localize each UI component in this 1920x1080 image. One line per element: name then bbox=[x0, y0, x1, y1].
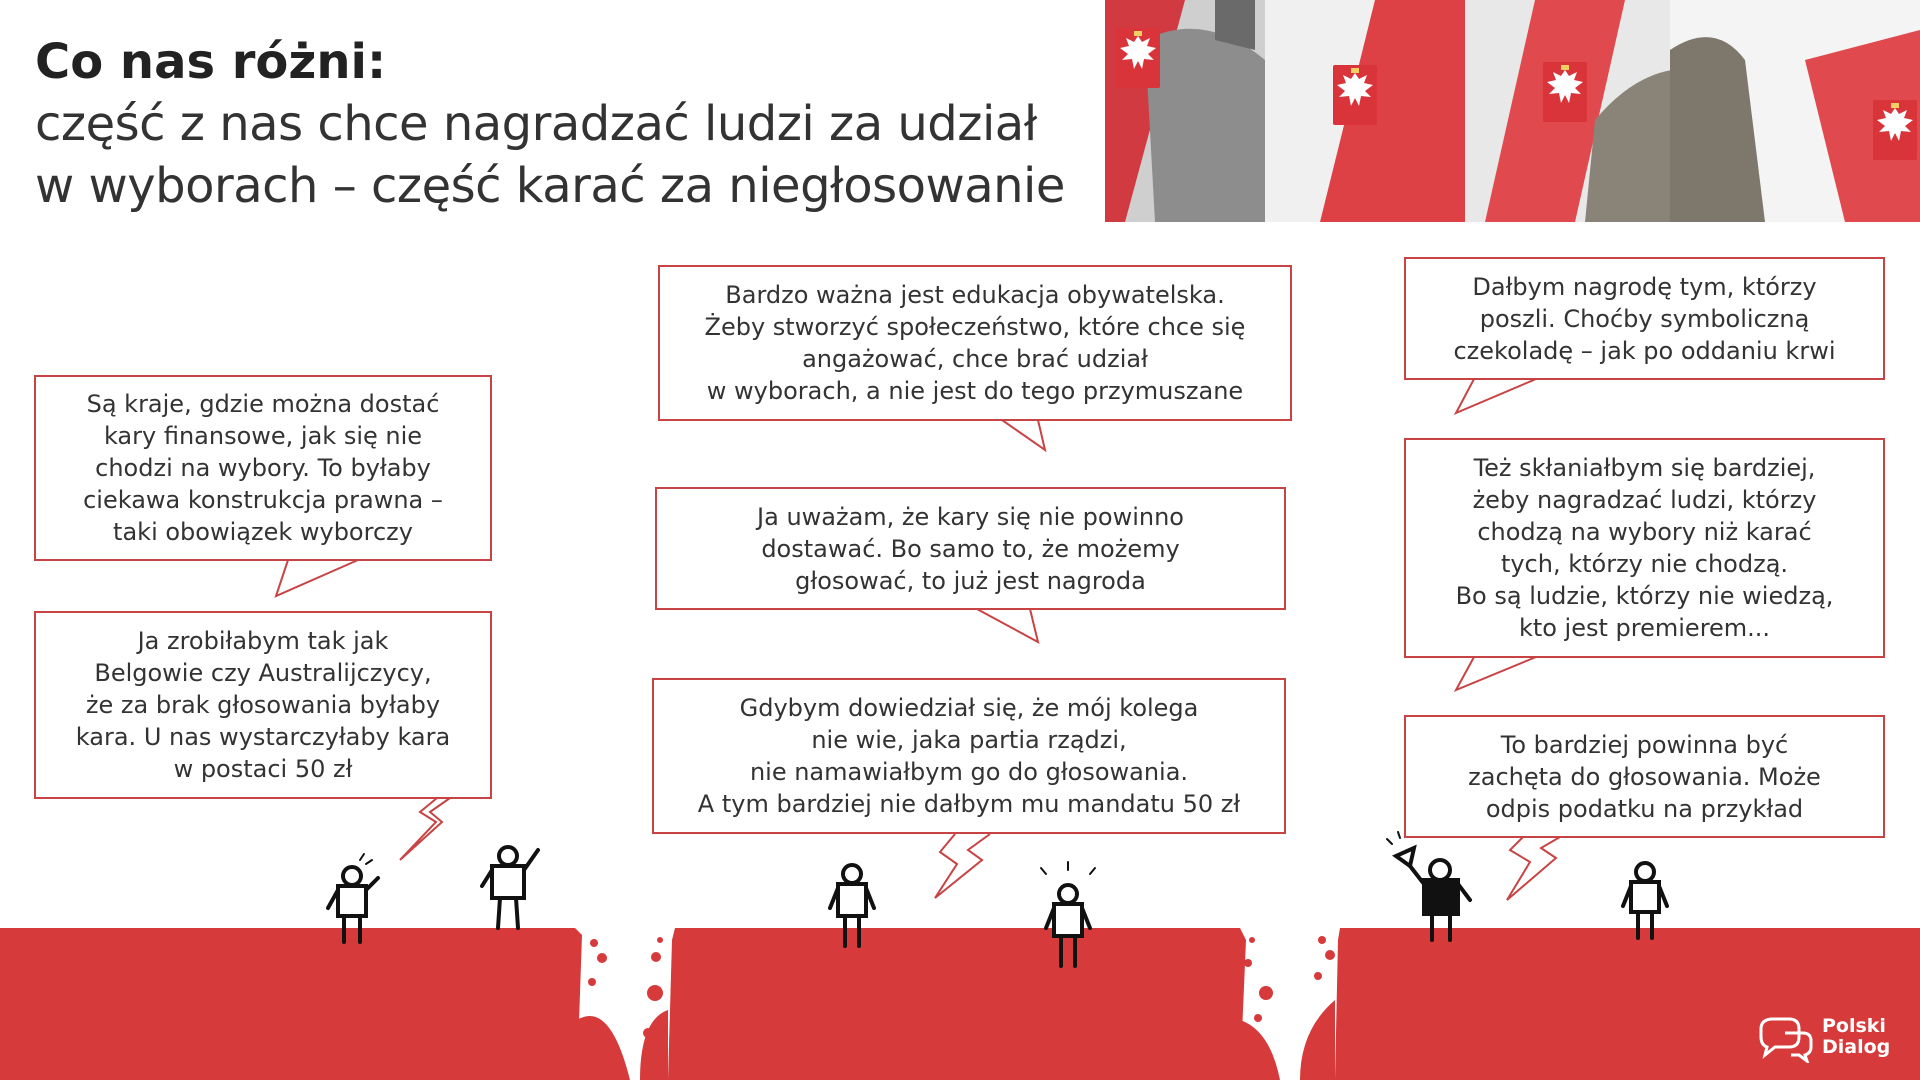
red-cliffs bbox=[0, 928, 1920, 1080]
page-subtitle-line-1: część z nas chce nagradzać ludzi za udział bbox=[35, 96, 1037, 152]
figure-waving-left bbox=[482, 847, 538, 928]
quote-bubble-middle-1 bbox=[658, 265, 1292, 421]
quote-line: Są kraje, gdzie można dostać bbox=[86, 390, 440, 418]
quote-line: taki obowiązek wyborczy bbox=[113, 518, 413, 546]
quote-bubble-right-1 bbox=[1404, 257, 1885, 380]
quote-bubble-right-2 bbox=[1404, 438, 1885, 658]
speech-bubbles-logo-icon bbox=[1755, 1015, 1817, 1063]
quote-line: Też skłaniałbym się bardziej, bbox=[1473, 454, 1816, 482]
quote-bubble-right-3 bbox=[1404, 715, 1885, 838]
figure-standing-right bbox=[1623, 863, 1667, 938]
quote-line: w wyborach, a nie jest do tego przymuszane bbox=[706, 377, 1244, 405]
quote-line: dostawać. Bo samo to, że możemy bbox=[761, 534, 1180, 563]
quote-line: Ja uważam, że kary się nie powinno bbox=[757, 502, 1184, 531]
quote-bubble-middle-2 bbox=[655, 487, 1286, 610]
quote-line: odpis podatku na przykład bbox=[1485, 794, 1804, 823]
quote-line: Dałbym nagrodę tym, którzy bbox=[1472, 272, 1817, 301]
quote-line: ciekawa konstrukcja prawna – bbox=[83, 486, 443, 514]
quote-line: poszli. Choćby symboliczną bbox=[1479, 304, 1810, 333]
quote-line: w postaci 50 zł bbox=[173, 755, 353, 783]
brand-logo-line-2: Dialog bbox=[1822, 1036, 1891, 1058]
quote-bubble-left-2 bbox=[34, 611, 492, 799]
quote-bubble-middle-3 bbox=[652, 678, 1286, 834]
page-subtitle-line-2: w wyborach – część karać za niegłosowanie bbox=[35, 158, 1065, 214]
figure-megaphone-right bbox=[1387, 832, 1470, 940]
quote-line: kara. U nas wystarczyłaby kara bbox=[75, 723, 451, 751]
quote-line: czekoladę – jak po oddaniu krwi bbox=[1453, 336, 1836, 365]
quote-line: To bardziej powinna być bbox=[1500, 730, 1789, 759]
quote-line: głosować, to już jest nagroda bbox=[795, 566, 1146, 595]
quote-line: A tym bardziej nie dałbym mu mandatu 50 zł bbox=[697, 790, 1241, 818]
quote-line: kary finansowe, jak się nie bbox=[103, 422, 423, 450]
quote-line: żeby nagradzać ludzi, którzy bbox=[1472, 486, 1817, 514]
quote-line: kto jest premierem... bbox=[1518, 614, 1771, 642]
page-title: Co nas różni: bbox=[35, 34, 387, 90]
quote-line: Ja zrobiłabym tak jak bbox=[137, 627, 389, 655]
brand-logo-line-1: Polski bbox=[1822, 1015, 1886, 1037]
quote-line: Żeby stworzyć społeczeństwo, które chce się bbox=[704, 313, 1246, 341]
quote-bubble-left-1 bbox=[34, 375, 492, 561]
quote-line: chodzą na wybory niż karać bbox=[1477, 518, 1812, 546]
quote-line: tych, którzy nie chodzą. bbox=[1500, 550, 1789, 578]
brand-logo-text bbox=[1822, 1016, 1890, 1058]
quote-line: nie wie, jaka partia rządzi, bbox=[811, 726, 1127, 754]
quote-line: angażować, chce brać udział bbox=[802, 345, 1148, 373]
quote-line: nie namawiałbym go do głosowania. bbox=[749, 758, 1189, 786]
quote-line: chodzi na wybory. To byłaby bbox=[95, 454, 431, 482]
quote-line: Gdybym dowiedział się, że mój kolega bbox=[739, 694, 1199, 722]
quote-line: że za brak głosowania byłaby bbox=[85, 691, 441, 719]
quote-line: Bo są ludzie, którzy nie wiedzą, bbox=[1455, 582, 1834, 610]
quote-line: zachęta do głosowania. Może bbox=[1468, 762, 1821, 791]
quote-line: Bardzo ważna jest edukacja obywatelska. bbox=[725, 281, 1225, 309]
quote-line: Belgowie czy Australijczycy, bbox=[94, 659, 432, 687]
